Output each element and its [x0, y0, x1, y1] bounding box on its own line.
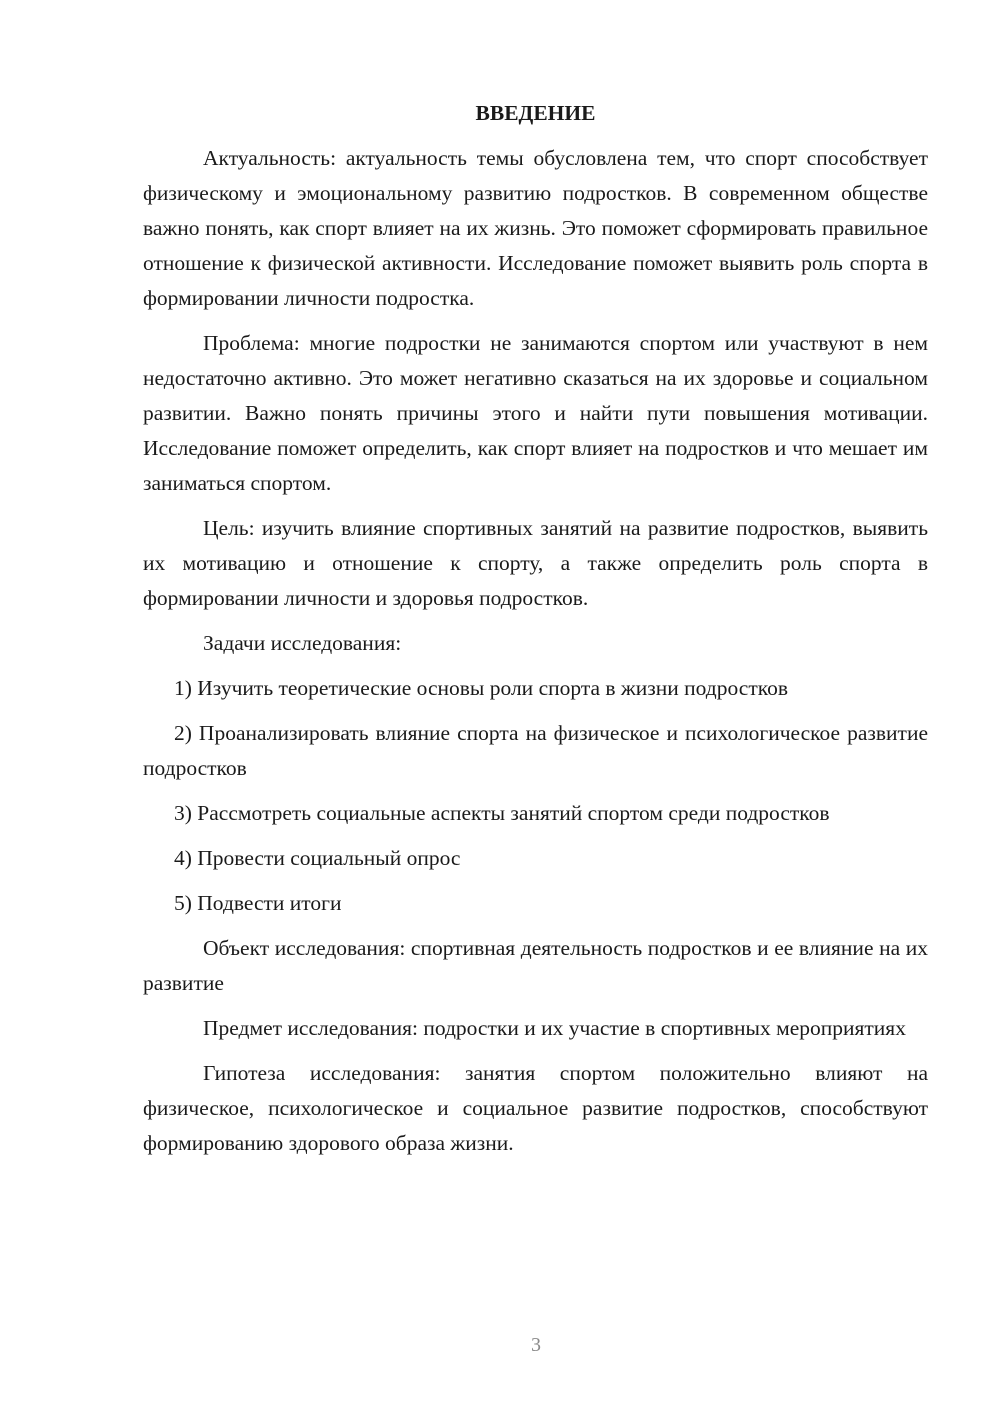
object-paragraph: Объект исследования: спортивная деятельность подростков и ее влияние на их развитие: [143, 936, 928, 995]
hypothesis-paragraph: Гипотеза исследования: занятия спортом положительно влияют на физическое, психологическое и социальное развитие подростков, способствуют формированию здорового образа жизни.: [143, 1061, 928, 1155]
task-item-5: 5) Подвести итоги: [174, 891, 342, 915]
task-item-3: 3) Рассмотреть социальные аспекты занятий спортом среди подростков: [174, 801, 830, 825]
task-item-4: 4) Провести социальный опрос: [174, 846, 461, 870]
page-title: ВВЕДЕНИЕ: [475, 101, 596, 125]
page-number: 3: [531, 1334, 541, 1356]
task-item-2: 2) Проанализировать влияние спорта на физическое и психологическое развитие подростков: [143, 721, 928, 780]
goal-paragraph: Цель: изучить влияние спортивных занятий на развитие подростков, выявить их мотивацию и отношение к спорту, а также определить роль спорта в формировании личности и здоровья подростков.: [143, 516, 928, 610]
tasks-heading: Задачи исследования:: [203, 631, 402, 655]
problem-paragraph: Проблема: многие подростки не занимаются спортом или участвуют в нем недостаточно активно. Это может негативно сказаться на их здоровье и социальном развитии. Важно понять причины этого и найти пути повышения мотивации. Исследование поможет определить, как спорт влияет на подростков и что мешает им заниматься спортом.: [143, 331, 928, 495]
relevance-paragraph: Актуальность: актуальность темы обусловлена тем, что спорт способствует физическому и эмоциональному развитию подростков. В современном обществе важно понять, как спорт влияет на их жизнь. Это поможет сформировать правильное отношение к физической активности. Исследование поможет выявить роль спорта в формировании личности подростка.: [143, 146, 928, 310]
document-body: [143, 96, 928, 1171]
subject-paragraph: Предмет исследования: подростки и их участие в спортивных мероприятиях: [203, 1016, 906, 1040]
task-item-1: 1) Изучить теоретические основы роли спорта в жизни подростков: [174, 676, 788, 700]
